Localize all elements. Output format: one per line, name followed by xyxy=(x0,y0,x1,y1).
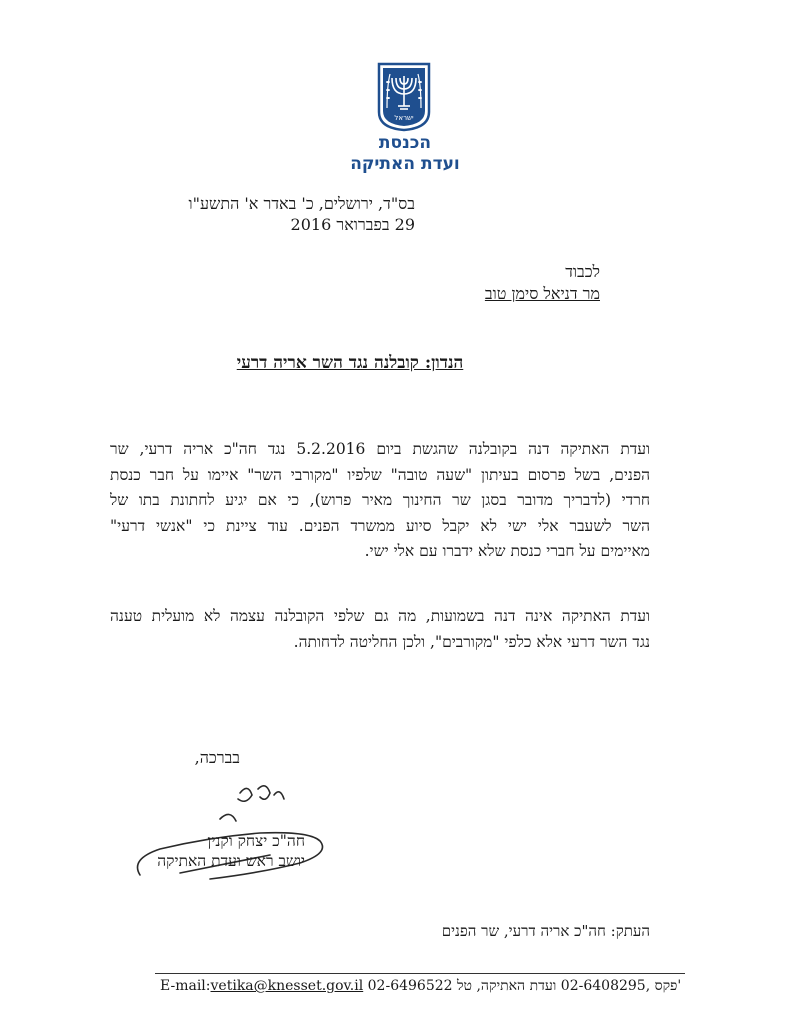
email-link[interactable]: vetika@knesset.gov.il xyxy=(210,978,364,994)
body-paragraph-2 xyxy=(110,604,650,655)
body-line: נגד השר דרעי אלא כלפי "מקורבים", ולכן החליטה לדחותה. xyxy=(293,632,650,651)
signer-name: חה"כ יצחק וקנין xyxy=(207,832,305,850)
emblem-label: ישראל xyxy=(394,114,414,122)
footer-divider xyxy=(155,973,685,974)
org-name: הכנסת xyxy=(378,133,432,153)
gregorian-date: 29 בפברואר 2016 xyxy=(290,215,415,234)
body-line: הפנים, בשל פרסום בעיתון "שעה טובה" שלפיו "מקורבי השר" איימו על חבר כנסת xyxy=(110,465,650,484)
footer-contact xyxy=(160,978,700,995)
closing-salutation: בברכה, xyxy=(194,748,240,767)
addressee-honorific: לכבוד xyxy=(565,262,600,281)
addressee-name: מר דניאל סימן טוב xyxy=(484,284,600,303)
body-line: ועדת האתיקה אינה דנה בשמועות, מה גם שלפי הקובלנה עצמה לא מועלית טענה xyxy=(110,607,650,625)
body-line: השר לשעבר אלי ישי לא יקבל סיוע ממשרד הפנים. עוד ציינת כי "אנשי דרעי" xyxy=(110,516,650,535)
body-line: חרדי (לדבריך מדובר בסגן שר החינוך מאיר פרוש), כי אם יגיע לחתונת בתו של xyxy=(110,491,650,509)
signer-title: יושב ראש ועדת האתיקה xyxy=(157,852,305,870)
subject-line: הנדון: קובלנה נגד השר אריה דרעי xyxy=(236,353,464,373)
menorah-emblem-icon xyxy=(376,62,432,132)
body-paragraph-1 xyxy=(110,437,650,565)
committee-name: ועדת האתיקה xyxy=(350,154,460,174)
email-prefix: E-mail: xyxy=(160,978,211,994)
body-line: ועדת האתיקה דנה בקובלנה שהגשת ביום 5.2.2016 נגד חה"כ אריה דרעי, שר xyxy=(110,440,650,458)
hebrew-date: בס"ד, ירושלים, כ' באדר א' התשע"ו xyxy=(188,194,415,213)
phone-fax-text: 02-6496522 פקס ,02-6408295 ועדת האתיקה, טל' xyxy=(363,978,682,994)
cc-line: העתק: חה"כ אריה דרעי, שר הפנים xyxy=(441,922,650,940)
body-line: מאיימים על חברי כנסת שלא ידברו עם אלי ישי. xyxy=(364,542,650,560)
